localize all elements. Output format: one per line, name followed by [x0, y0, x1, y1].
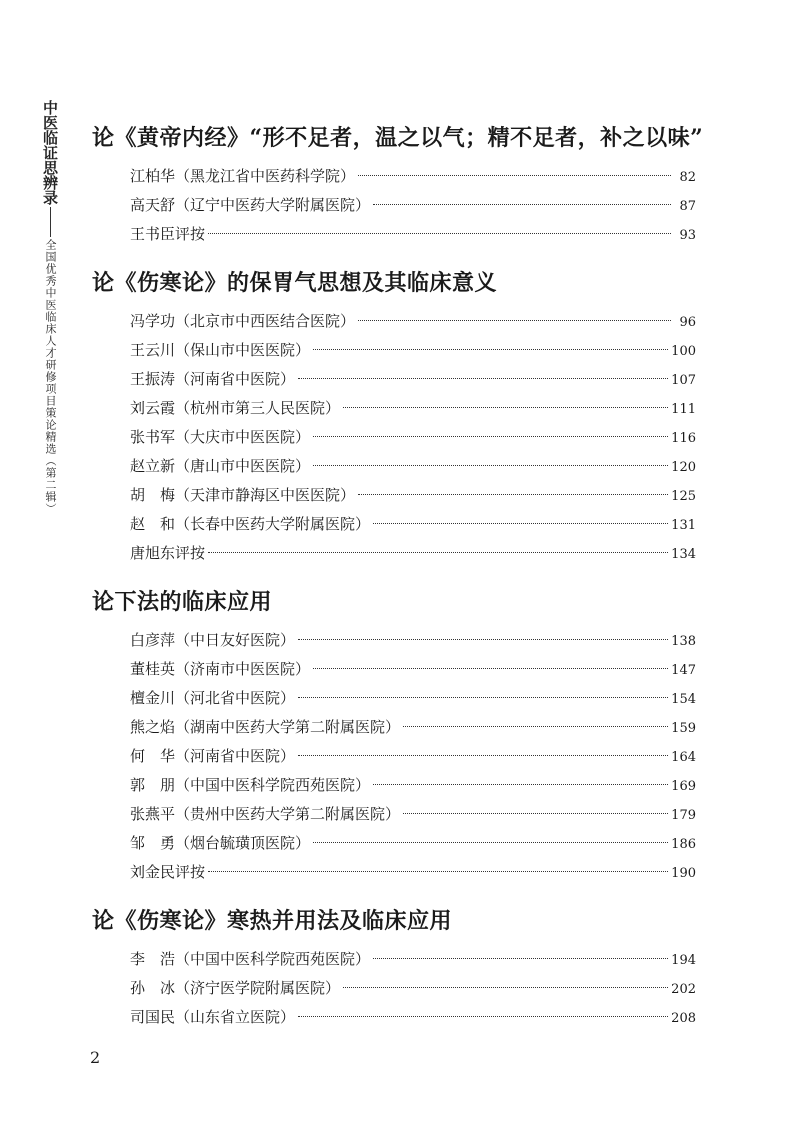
author-affiliation: （河南省中医院）	[175, 370, 296, 388]
dot-leader	[343, 407, 668, 408]
toc-entry[interactable]	[92, 655, 696, 684]
page-ref: 111	[671, 402, 696, 417]
author-affiliation: （烟台毓璜顶医院）	[175, 834, 311, 852]
toc-entry[interactable]	[92, 191, 696, 220]
toc-entry[interactable]	[92, 423, 696, 452]
page-ref: 107	[671, 373, 696, 388]
toc-section	[92, 263, 696, 568]
author-affiliation: （中国中医科学院西苑医院）	[175, 950, 371, 968]
toc-entry[interactable]	[92, 1003, 696, 1032]
author-affiliation: （济南市中医医院）	[175, 660, 311, 678]
page-ref: 208	[671, 1011, 696, 1026]
page-ref: 159	[671, 721, 696, 736]
dot-leader	[373, 523, 668, 524]
page-ref: 134	[671, 547, 696, 562]
page-ref: 179	[671, 808, 696, 823]
toc-section	[92, 901, 696, 1032]
toc-entry[interactable]	[92, 510, 696, 539]
dot-leader	[373, 784, 668, 785]
dot-leader	[298, 1016, 668, 1017]
dot-leader	[208, 552, 668, 553]
author-name: 刘金民评按	[130, 863, 206, 881]
toc-entry[interactable]	[92, 829, 696, 858]
page-ref: 125	[671, 489, 696, 504]
page-ref: 147	[671, 663, 696, 678]
dot-leader	[298, 697, 668, 698]
page-ref: 120	[671, 460, 696, 475]
author-affiliation: （杭州市第三人民医院）	[175, 399, 341, 417]
page-ref: 138	[671, 634, 696, 649]
section-title: 论《黄帝内经》“形不足者，温之以气；精不足者，补之以味”	[92, 125, 704, 151]
toc-entry[interactable]	[92, 800, 696, 829]
author-affiliation: （山东省立医院）	[175, 1008, 296, 1026]
dot-leader	[343, 987, 668, 988]
toc-entry[interactable]	[92, 858, 696, 887]
author-name: 赵立新	[130, 457, 176, 475]
author-affiliation: （中日友好医院）	[175, 631, 296, 649]
dot-leader	[313, 465, 668, 466]
toc-section	[92, 118, 704, 249]
table-of-contents	[92, 118, 704, 1046]
dot-leader	[358, 494, 668, 495]
author-name: 郭 朋	[130, 776, 176, 794]
section-title: 论《伤寒论》寒热并用法及临床应用	[92, 908, 453, 934]
author-name: 张燕平	[130, 805, 176, 823]
dot-leader	[313, 349, 668, 350]
author-name: 熊之焰	[130, 718, 176, 736]
author-affiliation: （河南省中医院）	[175, 747, 296, 765]
dot-leader	[313, 842, 668, 843]
page-ref: 202	[671, 982, 696, 997]
author-name: 高天舒	[130, 196, 176, 214]
dot-leader	[403, 813, 668, 814]
page-ref: 154	[671, 692, 696, 707]
author-affiliation: （黑龙江省中医药科学院）	[175, 167, 356, 185]
author-name: 何 华	[130, 747, 176, 765]
author-name: 李 浩	[130, 950, 176, 968]
page-ref: 87	[679, 199, 696, 214]
author-affiliation: （湖南中医药大学第二附属医院）	[175, 718, 401, 736]
author-affiliation: （北京市中西医结合医院）	[175, 312, 356, 330]
toc-entry[interactable]	[92, 713, 696, 742]
author-affiliation: （天津市静海区中医医院）	[175, 486, 356, 504]
toc-entry[interactable]	[92, 539, 696, 568]
page-number: 2	[90, 1048, 101, 1067]
page-ref: 131	[671, 518, 696, 533]
author-name: 邹 勇	[130, 834, 176, 852]
author-name: 胡 梅	[130, 486, 176, 504]
page-ref: 186	[671, 837, 696, 852]
toc-entry[interactable]	[92, 220, 696, 249]
toc-entry[interactable]	[92, 336, 696, 365]
toc-entry[interactable]	[92, 626, 696, 655]
dot-leader	[358, 320, 671, 321]
toc-entry[interactable]	[92, 945, 696, 974]
toc-entry[interactable]	[92, 974, 696, 1003]
toc-entry[interactable]	[92, 365, 696, 394]
page-ref: 169	[671, 779, 696, 794]
dot-leader	[208, 233, 671, 234]
author-name: 刘云霞	[130, 399, 176, 417]
dot-leader	[313, 668, 668, 669]
toc-entry[interactable]	[92, 742, 696, 771]
toc-entry[interactable]	[92, 452, 696, 481]
author-name: 檀金川	[130, 689, 176, 707]
dot-leader	[313, 436, 668, 437]
author-affiliation: （保山市中医医院）	[175, 341, 311, 359]
author-name: 白彦萍	[130, 631, 176, 649]
page-ref: 96	[679, 315, 696, 330]
page-ref: 93	[679, 228, 696, 243]
author-name: 王书臣评按	[130, 225, 206, 243]
toc-entry[interactable]	[92, 162, 696, 191]
page-ref: 100	[671, 344, 696, 359]
toc-entry[interactable]	[92, 684, 696, 713]
toc-entry[interactable]	[92, 307, 696, 336]
book-subtitle: 全国优秀中医临床人才研修项目策论精选（第二辑）	[44, 239, 57, 515]
author-name: 张书军	[130, 428, 176, 446]
toc-section	[92, 582, 696, 887]
author-name: 董桂英	[130, 660, 176, 678]
author-name: 孙 冰	[130, 979, 176, 997]
toc-entry[interactable]	[92, 481, 696, 510]
page-ref: 194	[671, 953, 696, 968]
title-rule	[50, 207, 51, 237]
dot-leader	[403, 726, 668, 727]
dot-leader	[358, 175, 671, 176]
author-name: 江柏华	[130, 167, 176, 185]
author-affiliation: （济宁医学院附属医院）	[175, 979, 341, 997]
author-affiliation: （唐山市中医医院）	[175, 457, 311, 475]
book-title: 中医临证思辨录	[41, 100, 59, 205]
dot-leader	[373, 204, 671, 205]
author-affiliation: （大庆市中医医院）	[175, 428, 311, 446]
toc-entry[interactable]	[92, 394, 696, 423]
dot-leader	[298, 755, 668, 756]
author-name: 王振涛	[130, 370, 176, 388]
author-affiliation: （贵州中医药大学第二附属医院）	[175, 805, 401, 823]
author-name: 冯学功	[130, 312, 176, 330]
section-title: 论下法的临床应用	[92, 589, 273, 615]
dot-leader	[298, 639, 668, 640]
author-name: 赵 和	[130, 515, 176, 533]
page-ref: 164	[671, 750, 696, 765]
author-name: 王云川	[130, 341, 176, 359]
dot-leader	[298, 378, 668, 379]
dot-leader	[373, 958, 668, 959]
section-title: 论《伤寒论》的保胃气思想及其临床意义	[92, 270, 498, 296]
page-ref: 82	[679, 170, 696, 185]
author-affiliation: （长春中医药大学附属医院）	[175, 515, 371, 533]
author-affiliation: （辽宁中医药大学附属医院）	[175, 196, 371, 214]
author-affiliation: （中国中医科学院西苑医院）	[175, 776, 371, 794]
dot-leader	[208, 871, 668, 872]
toc-entry[interactable]	[92, 771, 696, 800]
author-name: 司国民	[130, 1008, 176, 1026]
page-ref: 190	[671, 866, 696, 881]
page-ref: 116	[671, 431, 696, 446]
author-name: 唐旭东评按	[130, 544, 206, 562]
side-running-title	[40, 100, 60, 515]
author-affiliation: （河北省中医院）	[175, 689, 296, 707]
